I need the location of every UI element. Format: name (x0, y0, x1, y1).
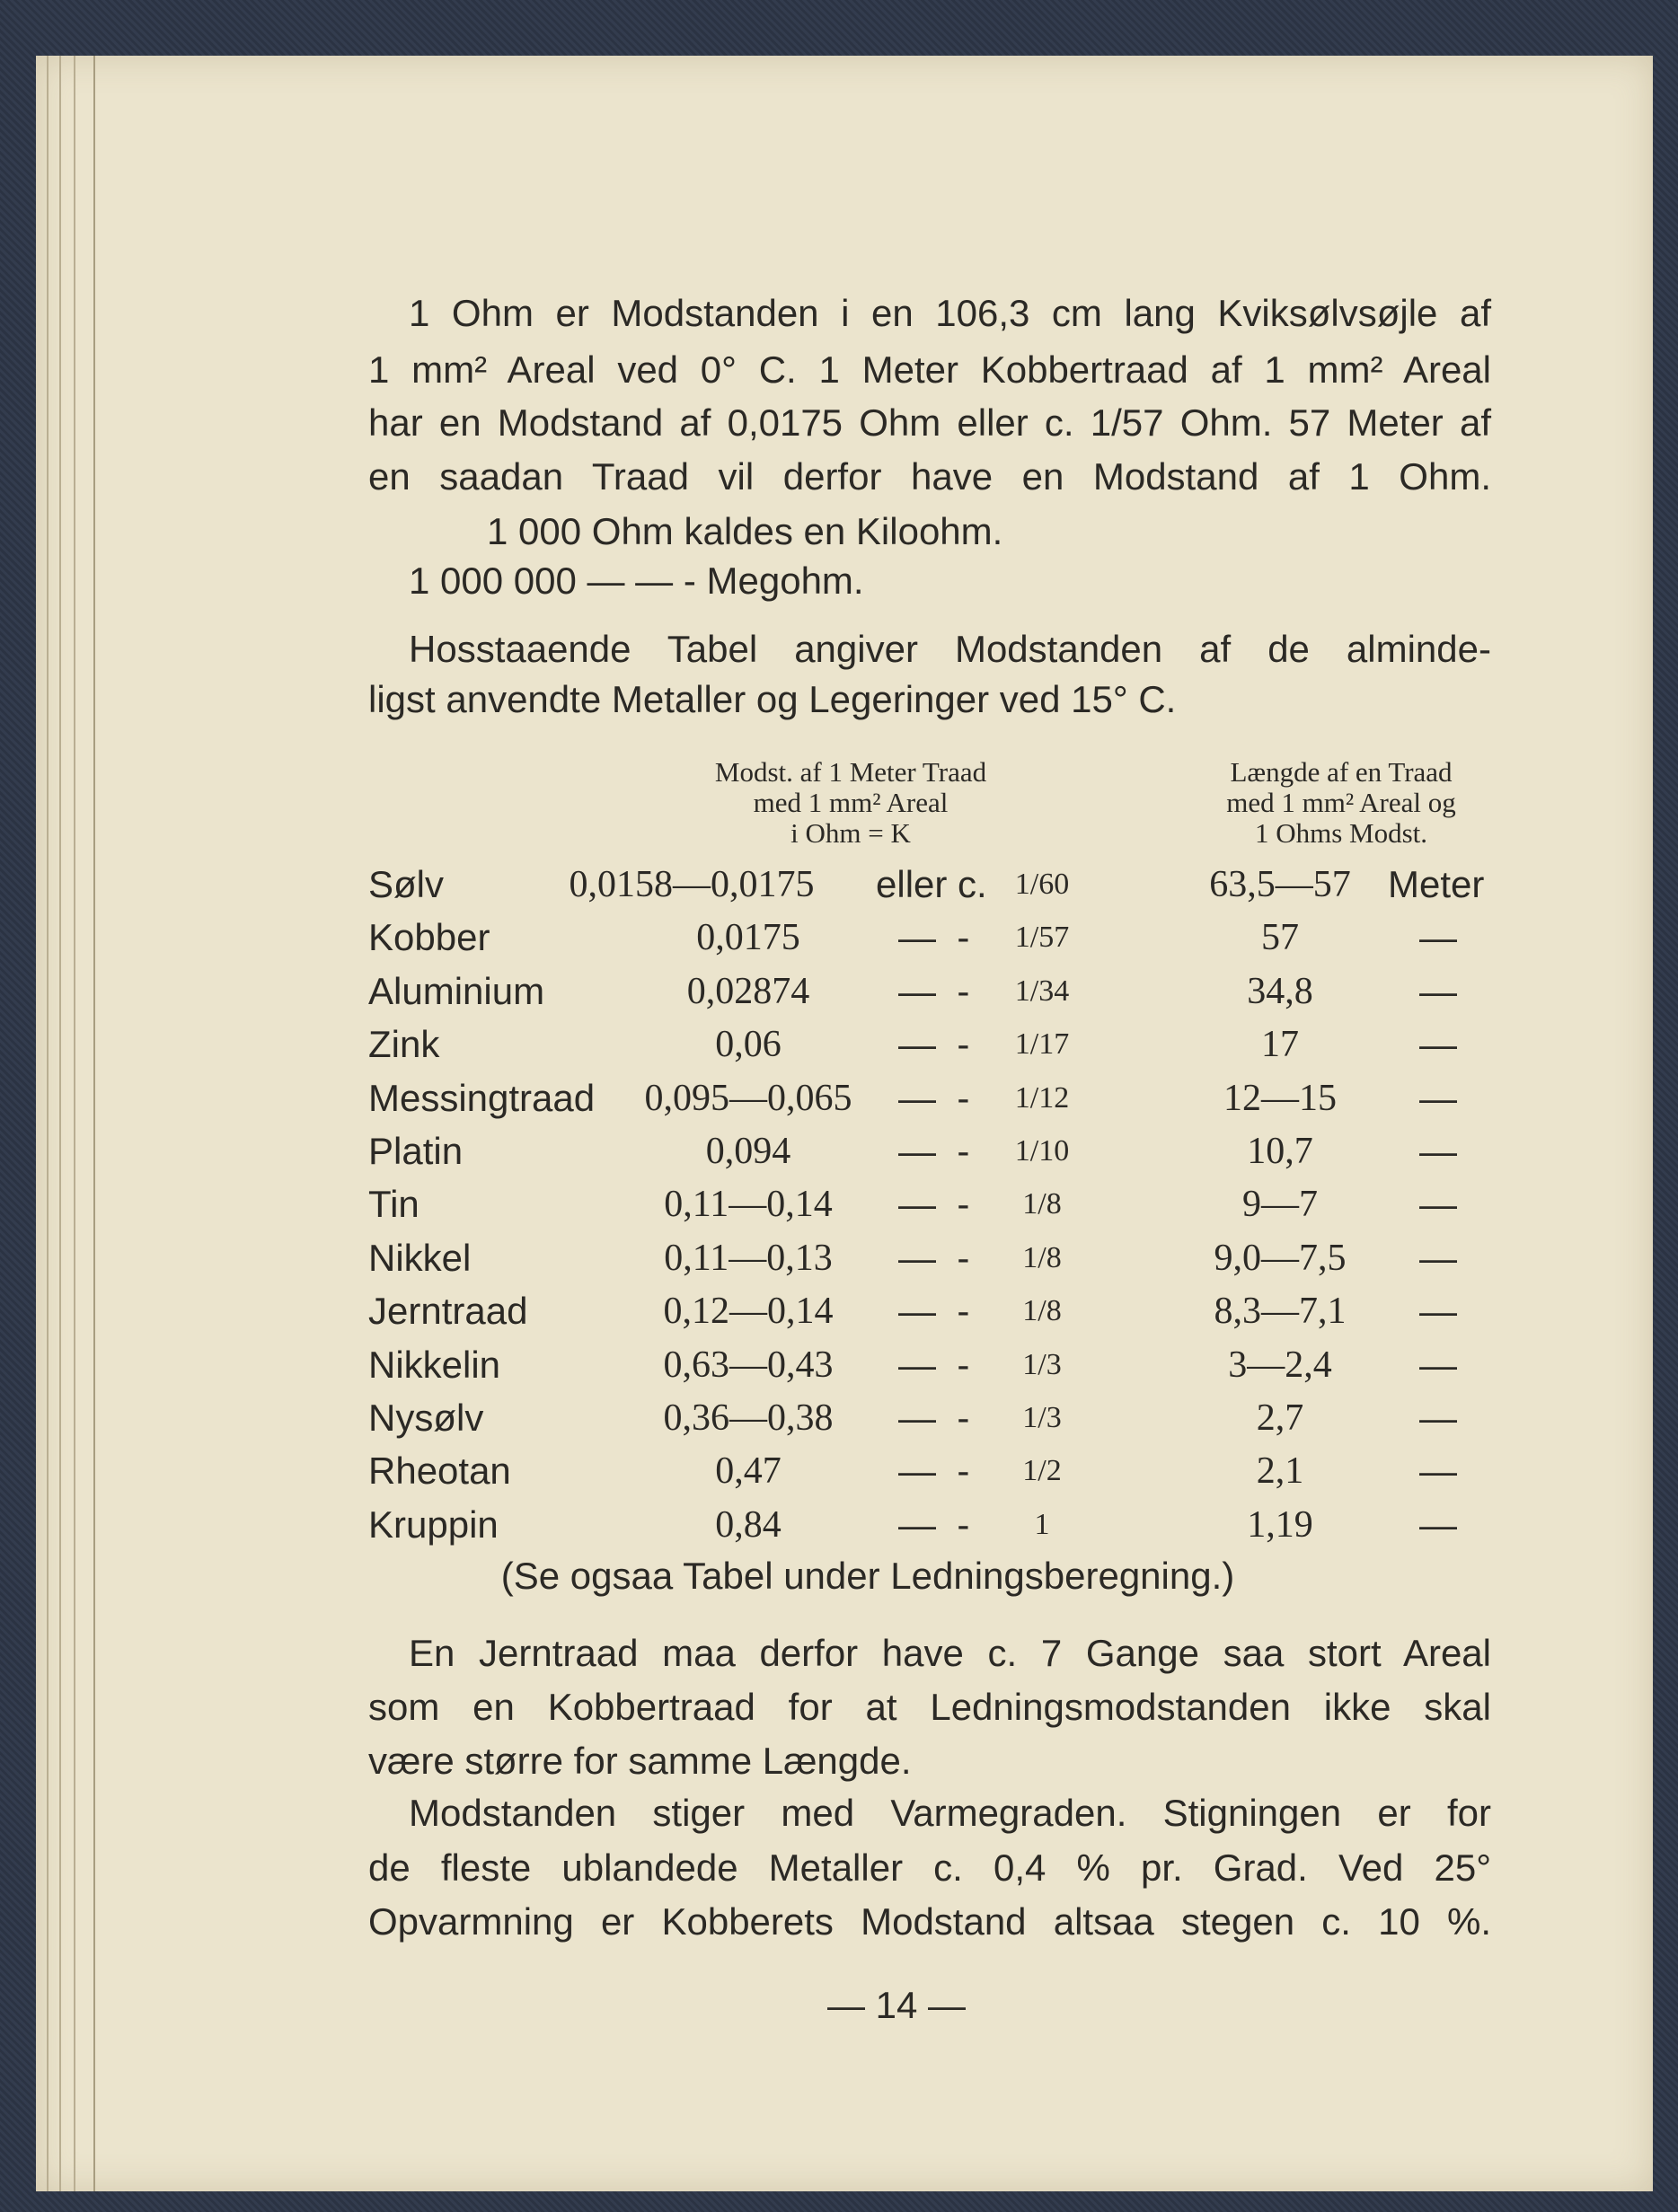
header-line: Længde af en Traad (1230, 756, 1453, 788)
material-name: Tin (368, 1183, 420, 1226)
text-line: 1 mm² Areal ved 0° C. 1 Meter Kobbertraad af 1 mm² Areal (368, 348, 1491, 391)
length-value: 2,1 (1256, 1450, 1304, 1493)
header-line: Modst. af 1 Meter Traad (714, 756, 987, 788)
header-line: med 1 mm² Areal og (1226, 787, 1456, 818)
length-unit: — (1419, 1183, 1457, 1226)
length-unit: — (1419, 1343, 1457, 1386)
ratio-separator: — - (898, 969, 970, 1012)
length-value: 9—7 (1242, 1184, 1318, 1226)
material-name: Nysølv (368, 1397, 484, 1439)
text-line: være større for samme Længde. (368, 1740, 912, 1782)
resistance-value: 0,63—0,43 (663, 1344, 834, 1386)
length-value: 8,3—7,1 (1214, 1291, 1347, 1333)
material-name: Sølv (368, 863, 444, 905)
length-unit: — (1419, 1450, 1457, 1493)
text-line: ligst anvendte Metaller og Legeringer ved 15° C. (368, 678, 1177, 720)
resistance-value: 0,06 (715, 1024, 782, 1066)
ratio-separator: — - (898, 1397, 970, 1439)
resistance-value: 0,47 (715, 1450, 782, 1493)
length-value: 34,8 (1247, 970, 1313, 1012)
material-name: Rheotan (368, 1450, 511, 1493)
material-name: Platin (368, 1130, 464, 1172)
ratio-separator: — - (898, 1236, 970, 1279)
ratio-separator: — - (898, 1450, 970, 1493)
material-name: Nikkelin (368, 1343, 501, 1386)
ratio-separator: — - (898, 1023, 970, 1066)
text-line: 1 Ohm er Modstanden i en 106,3 cm lang Kviksølvsøjle af (409, 292, 1491, 334)
length-value: 1,19 (1247, 1503, 1313, 1546)
length-value: 2,7 (1256, 1397, 1304, 1439)
material-name: Zink (368, 1023, 440, 1066)
length-value: 12—15 (1223, 1077, 1337, 1119)
length-unit: — (1419, 1130, 1457, 1172)
text-line: de fleste ublandede Metaller c. 0,4 % pr. Grad. Ved 25° (368, 1846, 1491, 1889)
length-unit: — (1419, 1503, 1457, 1546)
ratio-separator: — - (898, 1343, 970, 1386)
material-name: Kobber (368, 916, 490, 959)
page-edge (74, 56, 75, 2191)
length-value: 10,7 (1247, 1131, 1313, 1172)
length-value: 57 (1261, 917, 1299, 959)
resistance-value: 0,0175 (696, 917, 800, 959)
page-number: — 14 — (826, 1984, 967, 2026)
fraction: 1/8 (1022, 1187, 1062, 1221)
text-line: Modstanden stiger med Varmegraden. Stigningen er for (409, 1792, 1491, 1834)
resistance-value: 0,11—0,13 (664, 1237, 833, 1279)
text-line: som en Kobbertraad for at Ledningsmodstanden ikke skal (368, 1686, 1491, 1728)
length-unit: — (1419, 916, 1457, 959)
text-line: en saadan Traad vil derfor have en Modstand af 1 Ohm. (368, 455, 1491, 498)
length-unit: — (1419, 1076, 1457, 1119)
ratio-separator: — - (898, 916, 970, 959)
page-edge (59, 56, 61, 2191)
text-line: Hosstaaende Tabel angiver Modstanden af de alminde- (409, 628, 1491, 670)
resistance-value: 0,095—0,065 (644, 1077, 852, 1119)
ratio-separator: — - (898, 1503, 970, 1546)
length-value: 63,5—57 (1209, 864, 1351, 905)
fraction: 1/3 (1022, 1401, 1062, 1434)
length-value: 3—2,4 (1228, 1344, 1332, 1386)
length-unit: Meter (1388, 863, 1485, 905)
column-header-length (1126, 757, 1557, 849)
length-unit: — (1419, 969, 1457, 1012)
resistance-value: 0,0158—0,0175 (569, 864, 815, 905)
fraction: 1/17 (1014, 1027, 1070, 1062)
resistance-value: 0,094 (705, 1131, 791, 1172)
ratio-separator: — - (898, 1130, 970, 1172)
length-unit: — (1419, 1236, 1457, 1279)
text-line: 1 000 Ohm kaldes en Kiloohm. (487, 510, 1003, 552)
length-unit: — (1419, 1023, 1457, 1066)
resistance-value: 0,84 (715, 1503, 782, 1546)
fraction: 1/12 (1014, 1080, 1070, 1115)
text-line: 1 000 000 — — - Megohm. (409, 560, 864, 602)
ratio-separator: eller c. (876, 863, 987, 905)
material-name: Aluminium (368, 969, 545, 1012)
fraction: 1/34 (1014, 974, 1070, 1008)
material-name: Nikkel (368, 1236, 472, 1279)
fraction: 1/10 (1014, 1134, 1070, 1168)
fraction: 1/60 (1014, 868, 1070, 901)
fraction: 1/8 (1022, 1294, 1062, 1328)
ratio-separator: — - (898, 1076, 970, 1119)
length-unit: — (1419, 1397, 1457, 1439)
text-line: har en Modstand af 0,0175 Ohm eller c. 1/57 Ohm. 57 Meter af (368, 401, 1491, 444)
material-name: Jerntraad (368, 1290, 528, 1333)
fraction: 1/3 (1022, 1347, 1062, 1381)
resistance-value: 0,36—0,38 (663, 1397, 834, 1439)
text-line: Opvarmning er Kobberets Modstand altsaa stegen c. 10 %. (368, 1900, 1491, 1943)
page-edge (93, 56, 95, 2191)
fraction: 1/57 (1014, 921, 1070, 955)
resistance-value: 0,12—0,14 (663, 1291, 834, 1333)
length-unit: — (1419, 1290, 1457, 1333)
ratio-separator: — - (898, 1290, 970, 1333)
ratio-separator: — - (898, 1183, 970, 1226)
header-line: med 1 mm² Areal (753, 787, 949, 818)
resistance-value: 0,02874 (686, 970, 810, 1012)
page-edge (47, 56, 49, 2191)
fraction: 1/8 (1022, 1240, 1062, 1274)
material-name: Messingtraad (368, 1076, 596, 1119)
length-value: 17 (1261, 1024, 1299, 1066)
text-line: En Jerntraad maa derfor have c. 7 Gange saa stort Areal (409, 1632, 1491, 1674)
fraction: 1/2 (1022, 1454, 1062, 1488)
header-line: 1 Ohms Modst. (1254, 817, 1428, 849)
resistance-value: 0,11—0,14 (664, 1184, 833, 1226)
column-header-resistance (626, 757, 1075, 849)
length-value: 9,0—7,5 (1214, 1237, 1347, 1279)
material-name: Kruppin (368, 1503, 499, 1546)
header-line: i Ohm = K (790, 817, 911, 849)
fraction: 1 (1034, 1507, 1050, 1541)
table-footnote: (Se ogsaa Tabel under Ledningsberegning.) (500, 1555, 1235, 1597)
